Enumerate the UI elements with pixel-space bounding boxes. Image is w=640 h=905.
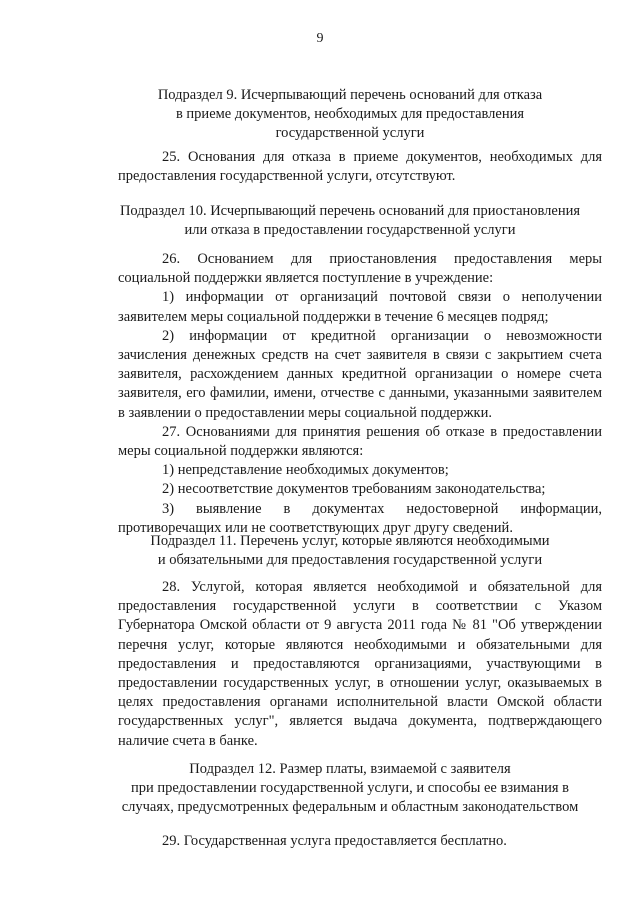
paragraph-27-item-3: 3) выявление в документах недостоверной информации, противоречащих или не соответствующих друг другу сведений. [118,500,602,536]
paragraph-text: 28. Услугой, которая является необходимой и обязательной для предоставления государственной услуги в соответствии с Указом Губернатора Омской области от 9 августа 2011 года № 81 "Об утверждении перечня услуг, которые являются необходимыми и обязательными для предоставления и предоставляются организациями, участвующими в предоставлении государственных услуг, в отношении услуг, оказываемых в целях предоставления органами исполнительной власти Омской области государственных услуг", является выдача документа, подтверждающего наличие счета в банке. [118,579,602,749]
heading-line: или отказа в предоставлении государственной услуги [184,222,516,238]
heading-line: в приеме документов, необходимых для предоставления [175,106,525,122]
page-number: 9 [316,31,324,46]
heading-line: Подраздел 9. Исчерпывающий перечень оснований для отказа [157,87,543,103]
heading-line: случаях, предусмотренных федеральным и областным законодательством [121,799,579,815]
subsection-10-heading [100,202,600,240]
paragraph-26-item-2: 2) информации от кредитной организации о невозможности зачисления денежных средств на счет заявителя в связи с закрытием счета заявителя, расхождением данных кредитной организации о номере счета заявителя, его фамилии, имени, отчестве с данными, указанными заявителем в заявлении о предоставлении меры социальной поддержки. [118,327,602,421]
paragraph-25 [118,148,602,186]
heading-line: при предоставлении государственной услуги, и способы ее взимания в [131,780,569,796]
heading-line: Подраздел 12. Размер платы, взимаемой с заявителя [189,761,511,777]
paragraph-29 [118,832,602,851]
paragraph-27: 27. Основаниями для принятия решения об отказе в предоставлении меры социальной поддержки являются: [118,423,602,460]
subsection-12-heading [100,760,600,817]
paragraph-27-item-2: 2) несоответствие документов требованиям законодательства; [162,481,546,498]
paragraph-text: 25. Основания для отказа в приеме документов, необходимых для предоставления государственной услуги, отсутствуют. [118,149,602,185]
paragraph-text: 29. Государственная услуга предоставляется бесплатно. [162,833,507,849]
paragraph-26-item-1: 1) информации от организаций почтовой связи о неполучении заявителем меры социальной поддержки в течение 6 месяцев подряд; [118,289,602,325]
subsection-9-heading [100,86,600,143]
paragraph-28 [118,578,602,751]
paragraph-26: 26. Основанием для приостановления предоставления меры социальной поддержки является поступление в учреждение: [118,251,602,287]
paragraph-26-27 [118,250,602,538]
heading-line: государственной услуги [275,125,425,141]
paragraph-27-item-1: 1) непредставление необходимых документов; [162,462,449,479]
subsection-11-heading [100,532,600,570]
heading-line: Подраздел 10. Исчерпывающий перечень оснований для приостановления [119,203,581,219]
heading-line: Подраздел 11. Перечень услуг, которые являются необходимыми [150,533,550,549]
heading-line: и обязательными для предоставления государственной услуги [157,552,543,568]
